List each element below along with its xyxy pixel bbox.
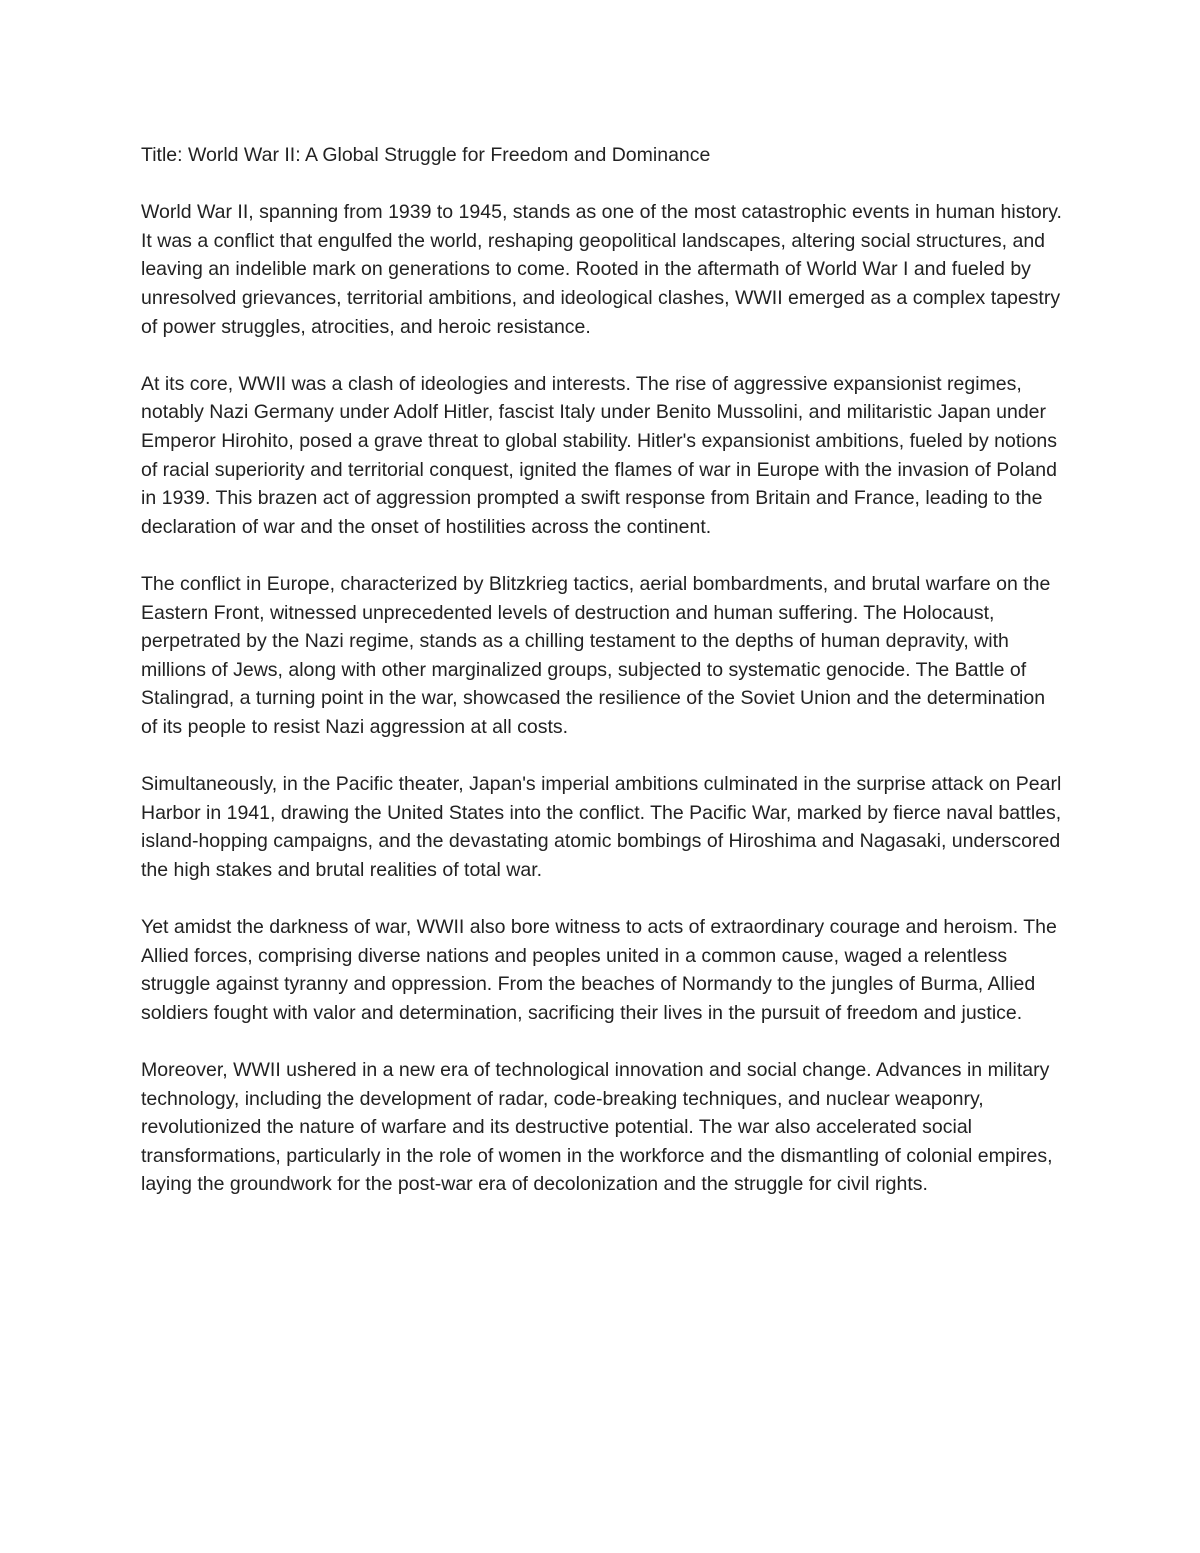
paragraph-3: The conflict in Europe, characterized by Blitzkrieg tactics, aerial bombardments, and brutal warfare on the Eastern Front, witnessed unprecedented levels of destruction and human suffering. The Holocaust, perpetrated by the Nazi regime, stands as a chilling testament to the depths of human depravity, with millions of Jews, along with other marginalized groups, subjected to systematic genocide. The Battle of Stalingrad, a turning point in the war, showcased the resilience of the Soviet Union and the determination of its people to resist Nazi aggression at all costs. — [141, 572, 1051, 738]
document-title: Title: World War II: A Global Struggle for Freedom and Dominance — [141, 144, 711, 166]
paragraph-6: Moreover, WWII ushered in a new era of technological innovation and social change. Advances in military technology, including the development of radar, code-breaking techniques, and nuclear weaponry, revolutionized the nature of warfare and its destructive potential. The war also accelerated social transformations, particularly in the role of women in the workforce and the dismantling of colonial empires, laying the groundwork for the post-war era of decolonization and the struggle for civil rights. — [141, 1059, 1053, 1196]
paragraph-2: At its core, WWII was a clash of ideologies and interests. The rise of aggressive expansionist regimes, notably Nazi Germany under Adolf Hitler, fascist Italy under Benito Mussolini, and militaristic Japan under Emperor Hirohito, posed a grave threat to global stability. Hitler's expansionist ambitions, fueled by notions of racial superiority and territorial conquest, ignited the flames of war in Europe with the invasion of Poland in 1939. This brazen act of aggression prompted a swift response from Britain and France, leading to the declaration of war and the onset of hostilities across the continent. — [141, 372, 1058, 538]
paragraph-5: Yet amidst the darkness of war, WWII also bore witness to acts of extraordinary courage and heroism. The Allied forces, comprising diverse nations and peoples united in a common cause, waged a relentless struggle against tyranny and oppression. From the beaches of Normandy to the jungles of Burma, Allied soldiers fought with valor and determination, sacrificing their lives in the pursuit of freedom and justice. — [141, 916, 1057, 1024]
document-body — [141, 141, 1063, 1199]
paragraph-4: Simultaneously, in the Pacific theater, Japan's imperial ambitions culminated in the surprise attack on Pearl Harbor in 1941, drawing the United States into the conflict. The Pacific War, marked by fierce naval battles, island-hopping campaigns, and the devastating atomic bombings of Hiroshima and Nagasaki, underscored the high stakes and brutal realities of total war. — [141, 773, 1062, 881]
paragraph-1: World War II, spanning from 1939 to 1945, stands as one of the most catastrophic events in human history. It was a conflict that engulfed the world, reshaping geopolitical landscapes, altering social structures, and leaving an indelible mark on generations to come. Rooted in the aftermath of World War I and fueled by unresolved grievances, territorial ambitions, and ideological clashes, WWII emerged as a complex tapestry of power struggles, atrocities, and heroic resistance. — [141, 201, 1062, 338]
